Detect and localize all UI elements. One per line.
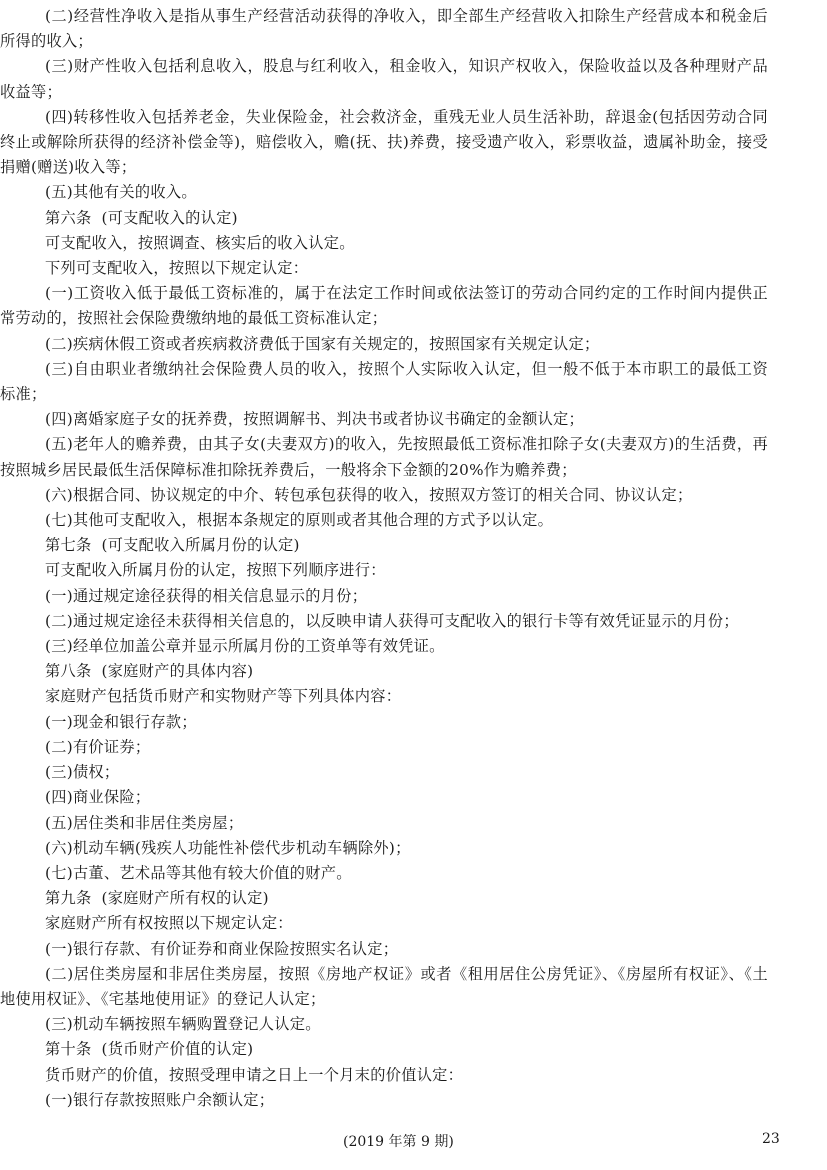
article-title: (可支配收入所属月份的认定)	[101, 536, 300, 555]
paragraph: (四)离婚家庭子女的抚养费，按照调解书、判决书或者协议书确定的金额认定；	[45, 410, 585, 429]
paragraph: (一)银行存款、有价证券和商业保险按照实名认定；	[45, 939, 399, 958]
paragraph: (三)自由职业者缴纳社会保险费人员的收入，按照个人实际收入认定，但一般不低于本市职工的最低工资标准；	[0, 359, 768, 404]
paragraph: (六)根据合同、协议规定的中介、转包承包获得的收入，按照双方签订的相关合同、协议认定；	[45, 485, 693, 504]
article-number: 第七条	[45, 536, 92, 555]
paragraph: 下列可支配收入，按照以下规定认定：	[45, 259, 309, 278]
paragraph: (三)机动车辆按照车辆购置登记人认定。	[45, 1015, 321, 1034]
paragraph: (一)通过规定途径获得的相关信息显示的月份；	[45, 586, 368, 605]
article-number: 第六条	[45, 208, 92, 227]
paragraph: (四)商业保险；	[45, 788, 151, 807]
article-number: 第十条	[45, 1040, 92, 1059]
paragraph: (一)工资收入低于最低工资标准的，属于在法定工作时间或依法签订的劳动合同约定的工作时间内提供正常劳动的，按照社会保险费缴纳地的最低工资标准认定；	[0, 284, 768, 328]
paragraph: (一)现金和银行存款；	[45, 712, 197, 731]
article-title: (家庭财产所有权的认定)	[101, 889, 269, 908]
page-footer	[0, 1131, 827, 1155]
article-title: (货币财产价值的认定)	[101, 1040, 254, 1059]
article-number: 第八条	[45, 662, 92, 681]
paragraph: (一)银行存款按照账户余额认定；	[45, 1090, 275, 1109]
paragraph: 可支配收入，按照调查、核实后的收入认定。	[45, 233, 355, 252]
article-title: (家庭财产的具体内容)	[101, 662, 254, 681]
issue-label: (2019 年第 9 期)	[343, 1134, 454, 1150]
paragraph: (五)其他有关的收入。	[45, 183, 197, 202]
article-heading	[45, 533, 813, 558]
paragraph: (五)居住类和非居住类房屋；	[45, 813, 244, 832]
page-number: 23	[762, 1131, 780, 1147]
article-number: 第九条	[45, 889, 92, 908]
paragraph: 家庭财产包括货币财产和实物财产等下列具体内容：	[45, 687, 402, 706]
article-heading	[45, 886, 813, 911]
paragraph: (五)老年人的赡养费，由其子女(夫妻双方)的收入，先按照最低工资标准扣除子女(夫妻双方)的生活费，再按照城乡居民最低生活保障标准扣除抚养费后，一般将余下金额的20%作为赡养费；	[0, 435, 768, 479]
paragraph: (六)机动车辆(残疾人功能性补偿代步机动车辆除外)；	[45, 838, 411, 857]
document-body	[0, 4, 813, 1113]
paragraph: (二)有价证券；	[45, 737, 151, 756]
paragraph: (七)古董、艺术品等其他有较大价值的财产。	[45, 863, 352, 882]
paragraph: 可支配收入所属月份的认定，按照下列顺序进行：	[45, 561, 386, 580]
paragraph: 家庭财产所有权按照以下规定认定：	[45, 914, 293, 933]
paragraph: (三)经单位加盖公章并显示所属月份的工资单等有效凭证。	[45, 637, 445, 656]
paragraph: (四)转移性收入包括养老金，失业保险金，社会救济金，重残无业人员生活补助，辞退金(包括因劳动合同终止或解除所获得的经济补偿金等)，赔偿收入，赡(抚、扶)养费，接受遗产收入，彩票收益，遗属补助金，接受捐赠(赠送)收入等；	[0, 107, 768, 177]
article-heading	[45, 206, 813, 231]
paragraph: (七)其他可支配收入，根据本条规定的原则或者其他合理的方式予以认定。	[45, 511, 554, 530]
paragraph: (二)通过规定途径未获得相关信息的，以反映申请人获得可支配收入的银行卡等有效凭证显示的月份；	[45, 611, 739, 630]
paragraph: (三)债权；	[45, 763, 120, 782]
paragraph: (三)财产性收入包括利息收入，股息与红利收入，租金收入，知识产权收入，保险收益以及各种理财产品收益等；	[0, 57, 768, 101]
paragraph: (二)居住类房屋和非居住类房屋，按照《房地产权证》或者《租用居住公房凭证》、《房屋所有权证》、《土地使用权证》、《宅基地使用证》的登记人认定；	[0, 964, 768, 1008]
paragraph: 货币财产的价值，按照受理申请之日上一个月末的价值认定：	[45, 1065, 464, 1084]
paragraph: (二)疾病休假工资或者疾病救济费低于国家有关规定的，按照国家有关规定认定；	[45, 334, 600, 353]
paragraph: (二)经营性净收入是指从事生产经营活动获得的净收入，即全部生产经营收入扣除生产经营成本和税金后所得的收入；	[0, 7, 768, 51]
article-heading	[45, 1037, 813, 1062]
article-title: (可支配收入的认定)	[101, 208, 238, 227]
article-heading	[45, 659, 813, 684]
